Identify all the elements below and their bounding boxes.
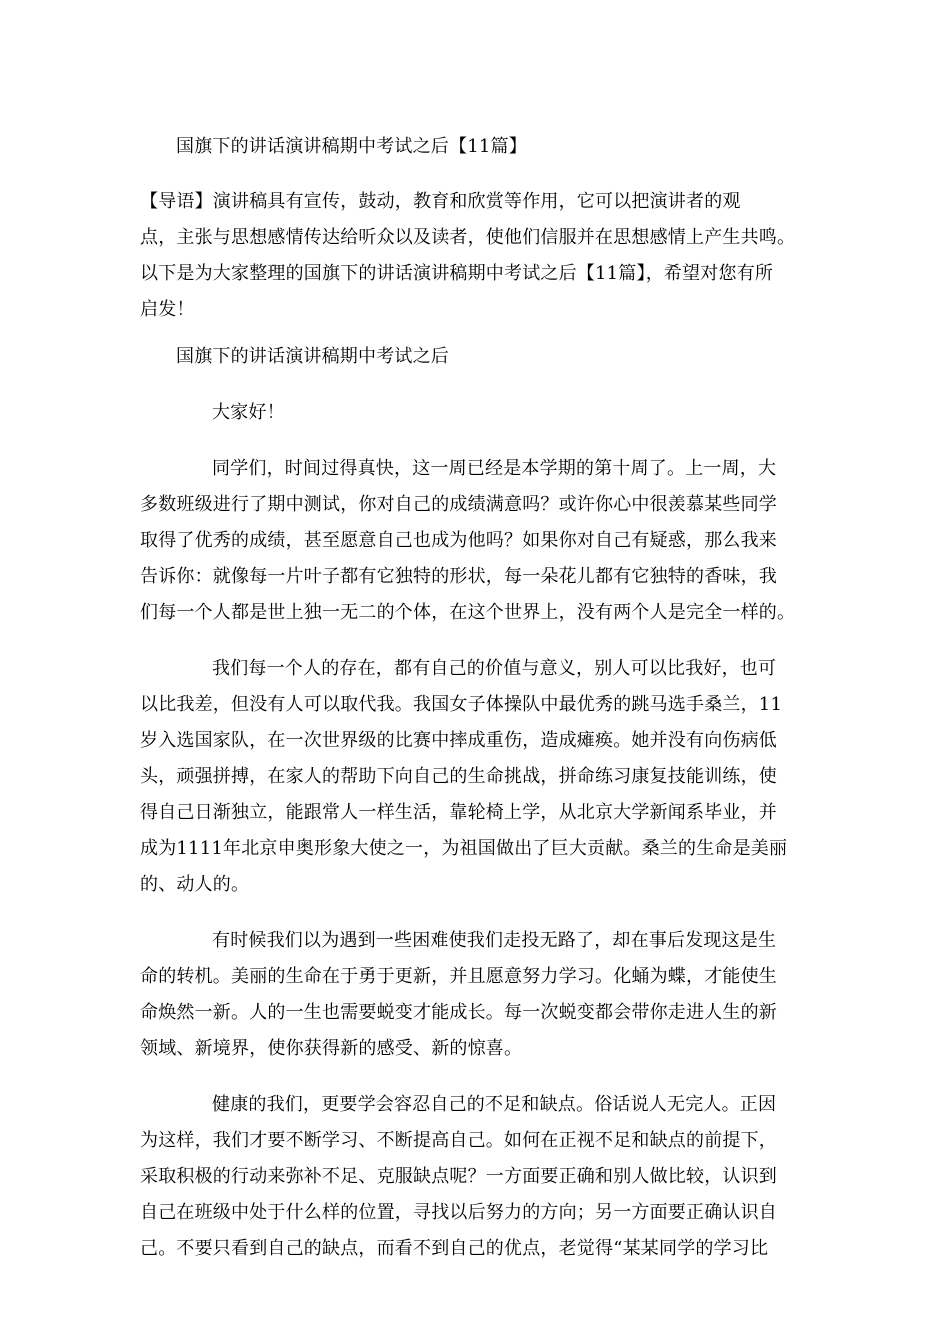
paragraph-line: 头，顽强拼搏，在家人的帮助下向自己的生命挑战，拼命练习康复技能训练，使 <box>140 766 777 787</box>
paragraph-line: 同学们，时间过得真快，这一周已经是本学期的第十周了。上一周，大 <box>212 458 777 479</box>
paragraph-line: 己。不要只看到自己的缺点，而看不到自己的优点，老觉得“某某同学的学习比 <box>140 1238 769 1259</box>
paragraph-line: 我们每一个人的存在，都有自己的价值与意义，别人可以比我好，也可 <box>212 658 777 679</box>
paragraph-line: 领域、新境界，使你获得新的感受、新的惊喜。 <box>140 1038 523 1059</box>
paragraph-line: 自己在班级中处于什么样的位置，寻找以后努力的方向；另一方面要正确认识自 <box>140 1202 777 1223</box>
paragraph-line: 命的转机。美丽的生命在于勇于更新，并且愿意努力学习。化蛹为蝶，才能使生 <box>140 966 777 987</box>
paragraph-line: 健康的我们，更要学会容忍自己的不足和缺点。俗话说人无完人。正因 <box>212 1094 777 1115</box>
paragraph-line: 成为1111年北京申奥形象大使之一，为祖国做出了巨大贡献。桑兰的生命是美丽 <box>140 838 788 859</box>
paragraph-line: 的、动人的。 <box>140 874 250 895</box>
intro-line: 点，主张与思想感情传达给听众以及读者，使他们信服并在思想感情上产生共鸣。 <box>140 227 796 248</box>
paragraph-line: 采取积极的行动来弥补不足、克服缺点呢？一方面要正确和别人做比较，认识到 <box>140 1166 777 1187</box>
section-heading: 国旗下的讲话演讲稿期中考试之后 <box>176 346 449 367</box>
paragraph-line: 以比我差，但没有人可以取代我。我国女子体操队中最优秀的跳马选手桑兰，11 <box>140 694 783 715</box>
paragraph-line: 命焕然一新。人的一生也需要蜕变才能成长。每一次蜕变都会带你走进人生的新 <box>140 1002 777 1023</box>
document-title: 国旗下的讲话演讲稿期中考试之后【11篇】 <box>176 136 527 157</box>
intro-line: 启发！ <box>140 299 195 320</box>
paragraph-line: 多数班级进行了期中测试，你对自己的成绩满意吗？或许你心中很羡慕某些同学 <box>140 494 777 515</box>
paragraph-line: 告诉你：就像每一片叶子都有它独特的形状，每一朵花儿都有它独特的香味，我 <box>140 566 777 587</box>
intro-line: 【导语】演讲稿具有宣传，鼓动，教育和欣赏等作用，它可以把演讲者的观 <box>140 191 741 212</box>
paragraph-line: 得自己日渐独立，能跟常人一样生活，靠轮椅上学，从北京大学新闻系毕业，并 <box>140 802 777 823</box>
paragraph-line: 为这样，我们才要不断学习、不断提高自己。如何在正视不足和缺点的前提下， <box>140 1130 777 1151</box>
paragraph-line: 有时候我们以为遇到一些困难使我们走投无路了，却在事后发现这是生 <box>212 930 777 951</box>
paragraph-line: 们每一个人都是世上独一无二的个体，在这个世界上，没有两个人是完全一样的。 <box>140 602 796 623</box>
intro-line: 以下是为大家整理的国旗下的讲话演讲稿期中考试之后【11篇】，希望对您有所 <box>140 263 774 284</box>
paragraph-line: 取得了优秀的成绩，甚至愿意自己也成为他吗？如果你对自己有疑惑，那么我来 <box>140 530 777 551</box>
greeting: 大家好！ <box>212 402 285 423</box>
paragraph-line: 岁入选国家队，在一次世界级的比赛中摔成重伤，造成瘫痪。她并没有向伤病低 <box>140 730 777 751</box>
